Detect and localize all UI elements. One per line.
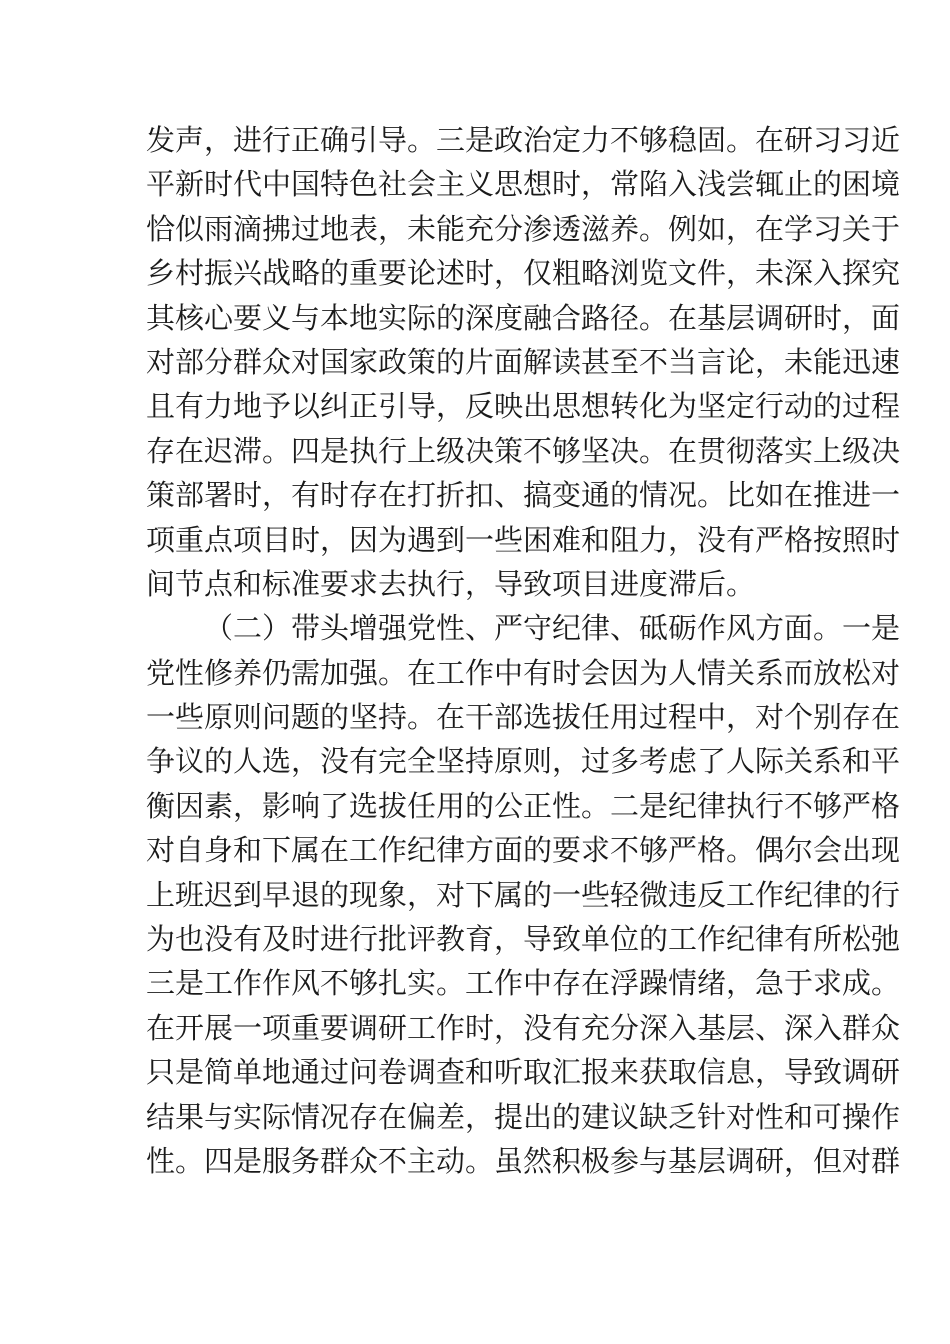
text-line: 上班迟到早退的现象，对下属的一些轻微违反工作纪律的行: [146, 877, 901, 912]
section-heading-line: （二）带头增强党性、严守纪律、砥砺作风方面。一是: [204, 611, 901, 646]
text-line: 对自身和下属在工作纪律方面的要求不够严格。偶尔会出现: [146, 833, 901, 868]
text-line: 乡村振兴战略的重要论述时，仅粗略浏览文件，未深入探究: [146, 256, 901, 291]
text-line: 党性修养仍需加强。在工作中有时会因为人情关系而放松对: [146, 655, 901, 690]
text-line: 衡因素，影响了选拔任用的公正性。二是纪律执行不够严格: [146, 788, 901, 823]
text-line: 争议的人选，没有完全坚持原则，过多考虑了人际关系和平: [146, 744, 901, 779]
text-line: 发声，进行正确引导。三是政治定力不够稳固。在研习习近: [146, 123, 901, 157]
paragraph-end-line: 间节点和标准要求去执行，导致项目进度滞后。: [146, 566, 756, 601]
text-line: 性。四是服务群众不主动。虽然积极参与基层调研，但对群: [146, 1143, 901, 1178]
text-line: 在开展一项重要调研工作时，没有充分深入基层、深入群众: [146, 1010, 901, 1045]
text-line: 只是简单地通过问卷调查和听取汇报来获取信息，导致调研: [146, 1055, 901, 1090]
body-text: [146, 118, 901, 1183]
text-line: 项重点项目时，因为遇到一些困难和阻力，没有严格按照时: [146, 522, 901, 557]
text-line: 其核心要义与本地实际的深度融合路径。在基层调研时，面: [146, 300, 901, 335]
text-line: 存在迟滞。四是执行上级决策不够坚决。在贯彻落实上级决: [146, 433, 901, 468]
text-line: 对部分群众对国家政策的片面解读甚至不当言论，未能迅速: [146, 344, 901, 379]
text-line: 为也没有及时进行批评教育，导致单位的工作纪律有所松弛: [146, 922, 901, 957]
text-line: 恰似雨滴拂过地表，未能充分渗透滋养。例如，在学习关于: [146, 211, 901, 246]
text-line: 结果与实际情况存在偏差，提出的建议缺乏针对性和可操作: [146, 1099, 901, 1134]
text-line: 且有力地予以纠正引导，反映出思想转化为坚定行动的过程: [146, 389, 901, 424]
text-line: 策部署时，有时存在打折扣、搞变通的情况。比如在推进一: [146, 478, 901, 513]
text-line: 一些原则问题的坚持。在干部选拔任用过程中，对个别存在: [146, 700, 901, 735]
text-line: 三是工作作风不够扎实。工作中存在浮躁情绪，急于求成。: [146, 966, 901, 1001]
text-line: 平新时代中国特色社会主义思想时，常陷入浅尝辄止的困境: [146, 167, 901, 202]
